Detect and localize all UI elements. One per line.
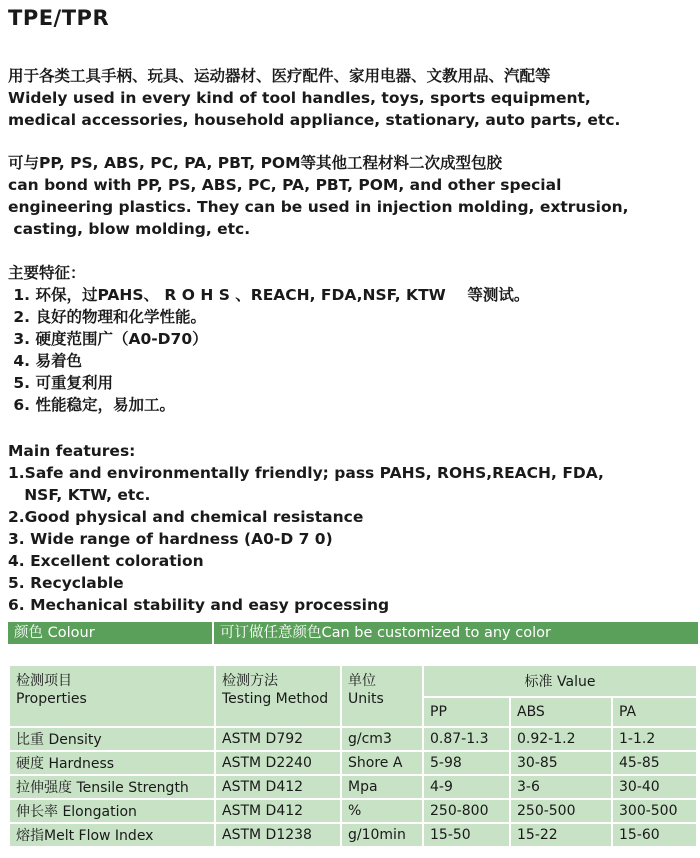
features-cn-heading: 主要特征： [8,264,86,282]
subheader-pa: PA [613,698,696,726]
cell-abs: 250-500 [511,800,611,822]
intro-line: 用于各类工具手柄、玩具、运动器材、医疗配件、家用电器、文教用品、汽配等 [8,67,551,85]
table-row [10,728,696,750]
cell-pp: 0.87-1.3 [424,728,509,750]
features-cn-item: 1. 环保，过PAHS、 R O H S 、REACH, FDA,NSF, KTW 等测试。 [8,286,530,304]
header-properties-en: Properties [16,691,87,707]
header-units-en: Units [348,691,384,707]
features-en-item: 1.Safe and environmentally friendly; pass PAHS, ROHS,REACH, FDA, [8,464,604,482]
cell-property: 比重 Density [10,728,214,750]
cell-pp: 4-9 [424,776,509,798]
cell-method: ASTM D1238 [216,824,340,846]
cell-property: 熔指Melt Flow Index [10,824,214,846]
cell-pp: 15-50 [424,824,509,846]
header-method-en: Testing Method [222,691,329,707]
header-units-cn: 单位 [348,673,376,689]
bond-line: 可与PP, PS, ABS, PC, PA, PBT, POM等其他工程材料二次成型包胶 [8,154,503,172]
colour-bar [8,622,698,644]
features-cn [8,262,529,416]
header-method-cn: 检测方法 [222,673,278,689]
cell-property: 拉伸强度 Tensile Strength [10,776,214,798]
cell-pa: 45-85 [613,752,696,774]
cell-pa: 300-500 [613,800,696,822]
header-value: 标准 Value [424,666,696,696]
cell-property: 硬度 Hardness [10,752,214,774]
features-en-item: 5. Recyclable [8,574,124,592]
table-row [10,752,696,774]
properties-table [8,664,698,848]
cell-method: ASTM D412 [216,800,340,822]
subheader-abs: ABS [511,698,611,726]
intro-line: Widely used in every kind of tool handles, toys, sports equipment, [8,89,591,107]
features-en-item: 4. Excellent coloration [8,552,204,570]
intro-line: medical accessories, household appliance, stationary, auto parts, etc. [8,111,621,129]
cell-pa: 1-1.2 [613,728,696,750]
header-properties [10,666,214,726]
bond-line: casting, blow molding, etc. [8,220,251,238]
cell-property: 伸长率 Elongation [10,800,214,822]
bond-line: engineering plastics. They can be used in injection molding, extrusion, [8,198,629,216]
cell-pa: 15-60 [613,824,696,846]
intro-paragraph [8,65,620,131]
bond-paragraph [8,152,629,240]
table-row [10,776,696,798]
cell-unit: g/10min [342,824,422,846]
header-units [342,666,422,726]
header-properties-cn: 检测项目 [16,673,72,689]
features-en-item: 2.Good physical and chemical resistance [8,508,364,526]
features-cn-item: 4. 易着色 [8,352,82,370]
cell-pp: 250-800 [424,800,509,822]
table-row [10,824,696,846]
features-cn-item: 2. 良好的物理和化学性能。 [8,308,206,326]
features-cn-item: 6. 性能稳定，易加工。 [8,396,175,414]
cell-method: ASTM D792 [216,728,340,750]
cell-abs: 30-85 [511,752,611,774]
features-en-heading: Main features: [8,442,136,460]
colour-label: 颜色 Colour [8,622,212,644]
cell-unit: % [342,800,422,822]
table-row [10,800,696,822]
cell-abs: 3-6 [511,776,611,798]
cell-pa: 30-40 [613,776,696,798]
features-en-item: 3. Wide range of hardness (A0-D 7 0) [8,530,333,548]
cell-unit: Shore A [342,752,422,774]
cell-unit: g/cm3 [342,728,422,750]
cell-method: ASTM D2240 [216,752,340,774]
features-en [8,440,604,616]
features-en-item: 6. Mechanical stability and easy processing [8,596,390,614]
page-title: TPE/TPR [8,6,110,30]
colour-value: 可订做任意颜色Can be customized to any color [214,622,698,644]
subheader-pp: PP [424,698,509,726]
cell-abs: 0.92-1.2 [511,728,611,750]
cell-pp: 5-98 [424,752,509,774]
cell-method: ASTM D412 [216,776,340,798]
features-cn-item: 3. 硬度范围广（A0-D70） [8,330,208,348]
features-en-item: NSF, KTW, etc. [8,486,151,504]
cell-abs: 15-22 [511,824,611,846]
features-cn-item: 5. 可重复利用 [8,374,113,392]
cell-unit: Mpa [342,776,422,798]
bond-line: can bond with PP, PS, ABS, PC, PA, PBT, POM, and other special [8,176,562,194]
header-method [216,666,340,726]
